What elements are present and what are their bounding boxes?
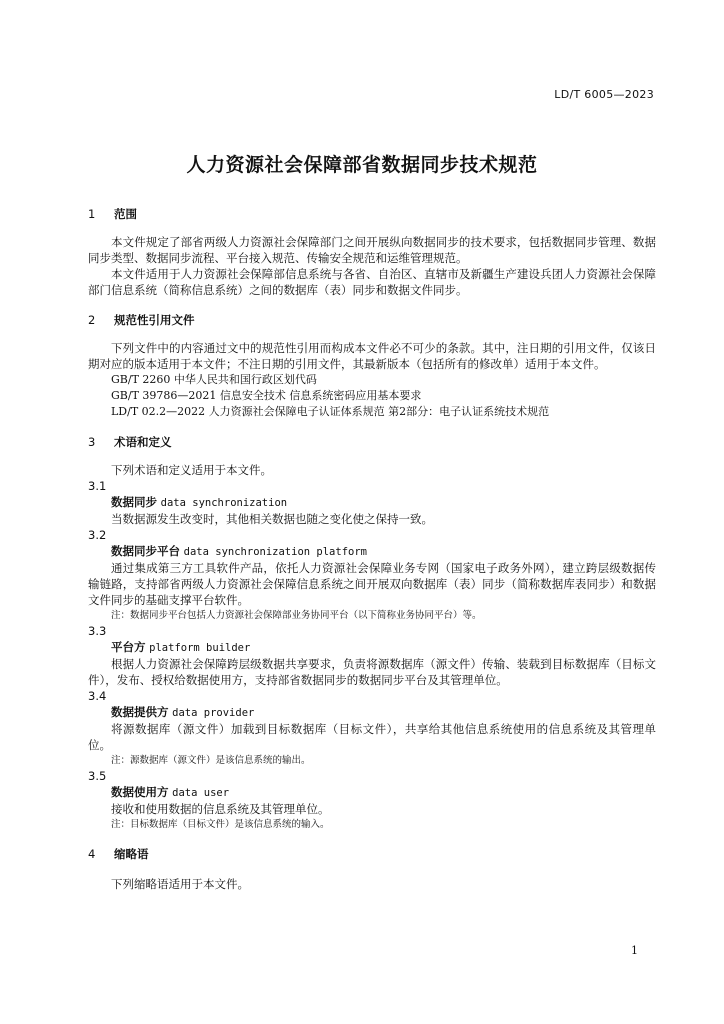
section-title: 缩略语 [114,847,149,861]
term-number: 3.5 [88,769,107,783]
term-name-en: platform builder [149,642,251,654]
term-definition: 通过集成第三方工具软件产品，依托人力资源社会保障业务专网（国家电子政务外网），建立跨层级数据传输链路，支持部省两级人力资源社会保障信息系统之间开展双向数据库（表）同步（简称数据库表同步）和数据文件同步的基础支撑平台软件。 [88,561,656,607]
document-body [88,206,656,892]
section-3-intro: 下列术语和定义适用于本文件。 [111,463,272,477]
section-1-paragraph-1: 本文件规定了部省两级人力资源社会保障部门之间开展纵向数据同步的技术要求，包括数据同步管理、数据同步类型、数据同步流程、平台接入规范、传输安全规范和运维管理规范。 [88,235,656,265]
section-number: 4 [88,847,96,861]
section-4-paragraph-1: 下列缩略语适用于本文件。 [111,877,249,891]
standard-code: LD/T 6005—2023 [554,88,654,101]
term-name [88,639,656,656]
term-name [88,543,656,560]
term-number: 3.2 [88,528,107,542]
section-title: 术语和定义 [114,435,172,449]
section-4-heading [88,846,656,862]
term-definition: 当数据源发生改变时，其他相关数据也随之变化使之保持一致。 [111,512,433,526]
term-name-cn: 数据同步 [111,495,157,509]
term-definition: 接收和使用数据的信息系统及其管理单位。 [111,802,330,816]
term-name-cn: 数据提供方 [111,705,169,719]
term-name [88,494,656,511]
section-2-paragraph-1: 下列文件中的内容通过文中的规范性引用而构成本文件必不可少的条款。其中，注日期的引用文件，仅该日期对应的版本适用于本文件；不注日期的引用文件，其最新版本（包括所有的修改单）适用于本文件。 [88,341,656,371]
term-note: 注：目标数据库（目标文件）是该信息系统的输入。 [111,819,330,830]
term-note: 注：源数据库（源文件）是该信息系统的输出。 [111,755,311,766]
section-title: 规范性引用文件 [114,313,195,327]
term-name-en: data synchronization [160,497,288,509]
section-3-heading [88,434,656,450]
section-2-heading [88,312,656,328]
term-number: 3.3 [88,624,107,638]
term-number: 3.4 [88,689,107,703]
term-name [88,704,656,721]
reference-item: GB/T 39786—2021 信息安全技术 信息系统密码应用基本要求 [111,389,422,402]
term-name-en: data user [172,787,230,799]
term-name-en: data provider [172,707,255,719]
term-name-cn: 数据使用方 [111,785,169,799]
term-name-en: data synchronization platform [183,546,367,558]
section-number: 2 [88,313,96,327]
reference-item: LD/T 02.2—2022 人力资源社会保障电子认证体系规范 第2部分：电子认证系统技术规范 [111,405,550,418]
term-name-cn: 平台方 [111,640,146,654]
term-name [88,784,656,801]
term-number: 3.1 [88,479,107,493]
term-note: 注：数据同步平台包括人力资源社会保障部业务协同平台（以下简称业务协同平台）等。 [111,610,482,621]
section-number: 1 [88,207,96,221]
section-number: 3 [88,435,96,449]
section-1-heading [88,206,656,222]
document-title: 人力资源社会保障部省数据同步技术规范 [186,154,538,176]
term-definition: 将源数据库（源文件）加载到目标数据库（目标文件），共享给其他信息系统使用的信息系统及其管理单位。 [88,722,656,752]
page-number: 1 [631,944,638,957]
section-title: 范围 [114,207,137,221]
term-name-cn: 数据同步平台 [111,544,180,558]
reference-item: GB/T 2260 中华人民共和国行政区划代码 [111,373,317,386]
term-definition: 根据人力资源社会保障跨层级数据共享要求，负责将源数据库（源文件）传输、装载到目标数据库（目标文件），发布、授权给数据使用方，支持部省数据同步的数据同步平台及其管理单位。 [88,657,656,687]
section-1-paragraph-2: 本文件适用于人力资源社会保障部信息系统与各省、自治区、直辖市及新疆生产建设兵团人力资源社会保障部门信息系统（简称信息系统）之间的数据库（表）同步和数据文件同步。 [88,267,656,297]
